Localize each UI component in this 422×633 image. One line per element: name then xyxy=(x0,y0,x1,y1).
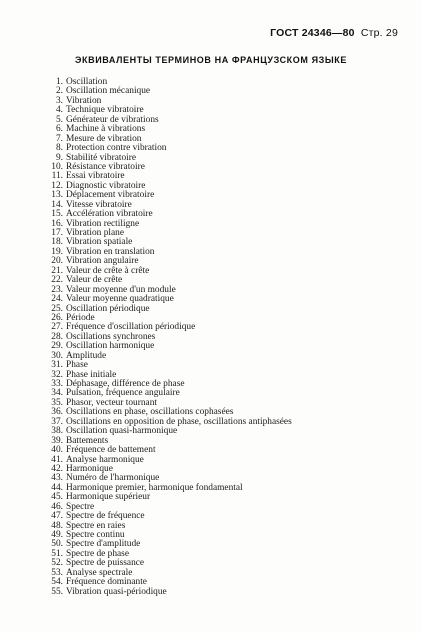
term-label: Amplitude xyxy=(66,350,107,361)
term-number: 4. xyxy=(55,105,63,116)
term-label: Mesure de vibration xyxy=(66,133,142,144)
term-item xyxy=(0,257,422,266)
term-item xyxy=(0,333,422,342)
term-number: 54. xyxy=(51,577,63,588)
term-item xyxy=(0,418,422,427)
term-number: 30. xyxy=(51,350,63,361)
term-label: Machine à vibrations xyxy=(66,124,146,135)
term-number: 49. xyxy=(51,530,63,540)
term-number: 50. xyxy=(51,539,63,550)
term-number: 22. xyxy=(51,275,63,286)
term-number: 20. xyxy=(51,256,63,267)
term-number: 38. xyxy=(51,426,63,437)
term-label: Analyse harmonique xyxy=(66,454,144,465)
term-label: Essai vibratoire xyxy=(66,171,125,182)
term-item xyxy=(0,531,422,540)
term-item xyxy=(0,540,422,549)
term-number: 32. xyxy=(51,369,63,380)
term-item xyxy=(0,588,422,597)
term-item xyxy=(0,465,422,474)
term-label: Vibration rectiligne xyxy=(66,218,140,229)
term-item xyxy=(0,569,422,578)
term-number: 12. xyxy=(51,180,63,191)
term-number: 7. xyxy=(55,133,63,144)
term-label: Vibration quasi-périodique xyxy=(66,586,167,597)
term-number: 46. xyxy=(51,501,63,512)
term-number: 27. xyxy=(51,322,63,333)
term-item xyxy=(0,97,422,106)
term-number: 41. xyxy=(51,454,63,465)
term-label: Oscillations en phase, oscillations cophasées xyxy=(66,407,234,418)
term-item xyxy=(0,135,422,144)
term-label: Diagnostic vibratoire xyxy=(66,180,146,191)
term-label: Valeur de crête xyxy=(66,275,123,286)
term-label: Oscillation périodique xyxy=(66,303,150,314)
term-item xyxy=(0,106,422,115)
term-item xyxy=(0,559,422,568)
term-label: Phase initiale xyxy=(66,369,117,380)
term-label: Valeur de crête à crête xyxy=(66,265,150,276)
term-number: 6. xyxy=(55,124,63,135)
term-label: Vibration plane xyxy=(66,228,125,238)
term-item xyxy=(0,427,422,436)
term-label: Harmonique premier, harmonique fondamental xyxy=(66,482,243,493)
term-label: Oscillation mécanique xyxy=(66,86,151,97)
term-label: Oscillation xyxy=(66,77,108,87)
term-number: 13. xyxy=(51,190,63,201)
term-number: 18. xyxy=(51,237,63,248)
term-item xyxy=(0,352,422,361)
term-label: Accélération vibratoire xyxy=(66,209,153,220)
term-number: 10. xyxy=(51,161,63,172)
term-item xyxy=(0,389,422,398)
term-number: 48. xyxy=(51,520,63,531)
page-header xyxy=(270,27,398,39)
term-number: 35. xyxy=(51,397,63,408)
term-label: Spectre de puissance xyxy=(66,558,145,569)
term-label: Spectre de fréquence xyxy=(66,511,145,522)
term-number: 55. xyxy=(51,586,63,597)
term-number: 43. xyxy=(51,473,63,484)
term-label: Technique vibratoire xyxy=(66,105,144,116)
term-number: 34. xyxy=(51,388,63,399)
term-label: Spectre d'amplitude xyxy=(66,539,141,550)
term-item xyxy=(0,78,422,87)
term-number: 31. xyxy=(51,360,63,371)
term-label: Vitesse vibratoire xyxy=(66,199,132,210)
term-label: Vibration angulaire xyxy=(66,256,139,267)
term-label: Harmonique xyxy=(66,463,113,474)
term-number: 37. xyxy=(51,416,63,427)
term-number: 1. xyxy=(55,77,63,87)
term-item xyxy=(0,503,422,512)
term-item xyxy=(0,220,422,229)
term-number: 23. xyxy=(51,284,63,295)
term-label: Fréquence de battement xyxy=(66,445,156,456)
term-label: Déplacement vibratoire xyxy=(66,190,155,201)
term-item xyxy=(0,361,422,370)
term-item xyxy=(0,286,422,295)
term-number: 52. xyxy=(51,558,63,569)
term-label: Valeur moyenne d'un module xyxy=(66,284,176,295)
term-label: Harmonique supérieur xyxy=(66,492,151,503)
term-label: Protection contre vibration xyxy=(66,143,167,154)
term-item xyxy=(0,305,422,314)
term-item xyxy=(0,201,422,210)
term-number: 33. xyxy=(51,379,63,389)
term-item xyxy=(0,578,422,587)
term-label: Spectre de phase xyxy=(66,548,129,559)
term-item xyxy=(0,493,422,502)
term-number: 16. xyxy=(51,218,63,229)
term-label: Battements xyxy=(66,435,109,446)
term-item xyxy=(0,512,422,521)
term-number: 28. xyxy=(51,331,63,342)
term-number: 51. xyxy=(51,548,63,559)
term-label: Période xyxy=(66,312,95,323)
term-item xyxy=(0,87,422,96)
term-item xyxy=(0,116,422,125)
term-label: Résistance vibratoire xyxy=(66,161,145,172)
term-item xyxy=(0,437,422,446)
standard-number: ГОСТ 24346—80 xyxy=(270,27,355,39)
term-item xyxy=(0,456,422,465)
term-label: Numéro de l'harmonique xyxy=(66,473,160,484)
term-label: Déphasage, différence de phase xyxy=(66,379,185,389)
term-item xyxy=(0,371,422,380)
term-item xyxy=(0,238,422,247)
term-item xyxy=(0,172,422,181)
term-label: Oscillations synchrones xyxy=(66,331,156,342)
term-item xyxy=(0,295,422,304)
term-label: Spectre en raies xyxy=(66,520,126,531)
term-number: 40. xyxy=(51,445,63,456)
terms-list xyxy=(0,78,422,597)
term-label: Pulsation, fréquence angulaire xyxy=(66,388,180,399)
term-item xyxy=(0,522,422,531)
term-number: 42. xyxy=(51,463,63,474)
term-item xyxy=(0,267,422,276)
term-number: 21. xyxy=(51,265,63,276)
term-item xyxy=(0,191,422,200)
term-item xyxy=(0,314,422,323)
term-number: 25. xyxy=(51,303,63,314)
term-number: 45. xyxy=(51,492,63,503)
page-number: Стр. 29 xyxy=(360,27,398,39)
term-number: 39. xyxy=(51,435,63,446)
term-item xyxy=(0,154,422,163)
term-label: Phasor, vecteur tournant xyxy=(66,397,158,408)
term-item xyxy=(0,323,422,332)
term-item xyxy=(0,248,422,257)
term-number: 5. xyxy=(55,114,63,125)
term-label: Stabilité vibratoire xyxy=(66,152,137,163)
term-number: 14. xyxy=(51,199,63,210)
term-number: 2. xyxy=(55,86,63,97)
term-number: 53. xyxy=(51,567,63,578)
term-label: Spectre continu xyxy=(66,530,125,540)
term-label: Oscillations en opposition de phase, oscillations antiphasées xyxy=(66,416,292,427)
term-number: 19. xyxy=(51,246,63,257)
term-label: Phase xyxy=(66,360,88,371)
term-label: Fréquence dominante xyxy=(66,577,147,588)
term-number: 11. xyxy=(51,171,63,182)
term-number: 29. xyxy=(51,341,63,352)
term-number: 3. xyxy=(55,95,63,106)
term-number: 9. xyxy=(55,152,63,163)
term-item xyxy=(0,550,422,559)
term-item xyxy=(0,446,422,455)
term-item xyxy=(0,484,422,493)
section-title: ЭКВИВАЛЕНТЫ ТЕРМИНОВ НА ФРАНЦУЗСКОМ ЯЗЫКЕ xyxy=(75,55,347,65)
term-item xyxy=(0,342,422,351)
term-label: Analyse spectrale xyxy=(66,567,133,578)
term-item xyxy=(0,210,422,219)
term-item xyxy=(0,182,422,191)
term-number: 8. xyxy=(55,143,63,154)
term-item xyxy=(0,125,422,134)
term-item xyxy=(0,163,422,172)
term-label: Spectre xyxy=(66,501,95,512)
term-number: 47. xyxy=(51,511,63,522)
term-label: Valeur moyenne quadratique xyxy=(66,294,174,305)
term-label: Oscillation harmonique xyxy=(66,341,155,352)
term-label: Vibration xyxy=(66,95,102,106)
term-number: 24. xyxy=(51,294,63,305)
term-label: Vibration spatiale xyxy=(66,237,133,248)
term-number: 26. xyxy=(51,312,63,323)
term-item xyxy=(0,229,422,238)
term-label: Générateur de vibrations xyxy=(66,114,159,125)
term-label: Oscillation quasi-harmonique xyxy=(66,426,178,437)
term-label: Fréquence d'oscillation périodique xyxy=(66,322,196,333)
term-number: 15. xyxy=(51,209,63,220)
term-number: 17. xyxy=(51,228,63,238)
term-label: Vibration en translation xyxy=(66,246,155,257)
term-item xyxy=(0,276,422,285)
term-number: 44. xyxy=(51,482,63,493)
term-item xyxy=(0,144,422,153)
term-number: 36. xyxy=(51,407,63,418)
term-item xyxy=(0,380,422,389)
